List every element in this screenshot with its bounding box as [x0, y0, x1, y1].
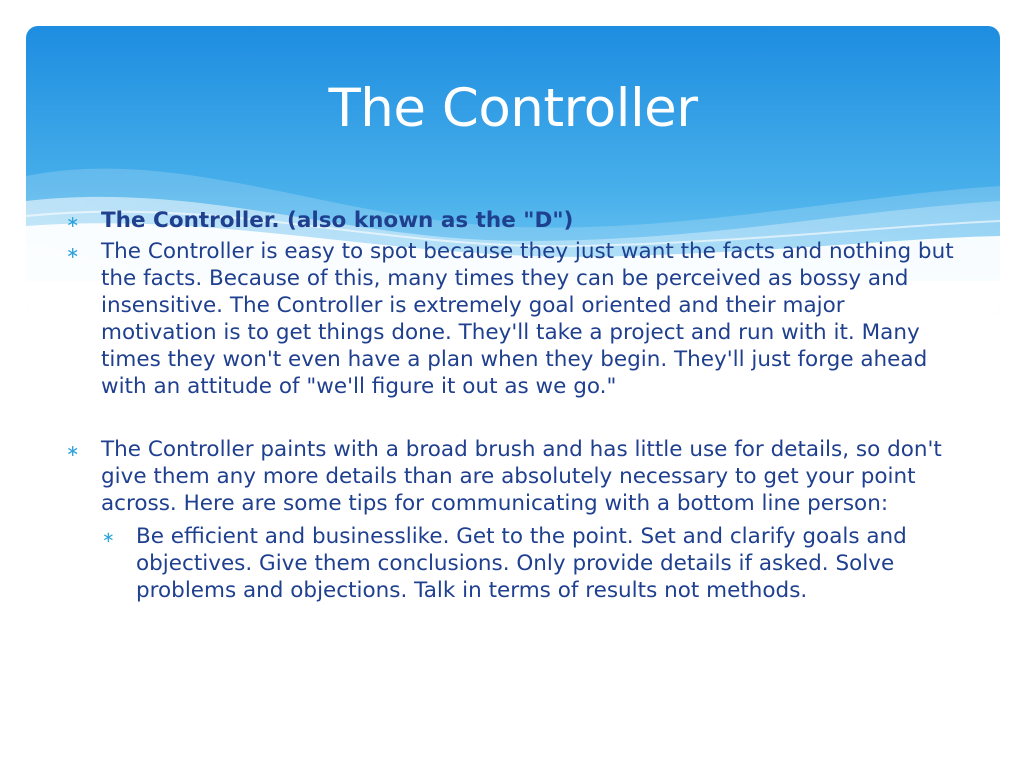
slide-title: The Controller — [328, 78, 698, 139]
sub-bullet-item — [66, 523, 966, 604]
asterisk-bullet-icon: ∗ — [66, 441, 80, 460]
bullet-item — [66, 207, 966, 234]
bullet-item — [66, 238, 966, 400]
asterisk-bullet-icon: ∗ — [102, 528, 115, 546]
bullet-text: The Controller paints with a broad brush and has little use for details, so don't give them any more details than are absolutely necessary to get your point across. Here are some tips for communicating with a bottom line person: — [101, 437, 942, 516]
slide-body — [66, 207, 966, 604]
bullet-text: The Controller. (also known as the "D") — [101, 208, 574, 233]
asterisk-bullet-icon: ∗ — [66, 212, 80, 231]
sub-bullet-text: Be efficient and businesslike. Get to the point. Set and clarify goals and objectives. Give them conclusions. Only provide details if asked. Solve problems and objections. Talk in terms of results not methods. — [136, 524, 907, 603]
bullet-text: The Controller is easy to spot because they just want the facts and nothing but the facts. Because of this, many times they can be perceived as bossy and insensitive. The Controller is extremely goal oriented and their major motivation is to get things done. They'll take a project and run with it. Many times they won't even have a plan when they begin. They'll just forge ahead with an attitude of "we'll figure it out as we go." — [101, 239, 954, 399]
bullet-item — [66, 436, 966, 517]
asterisk-bullet-icon: ∗ — [66, 243, 80, 262]
